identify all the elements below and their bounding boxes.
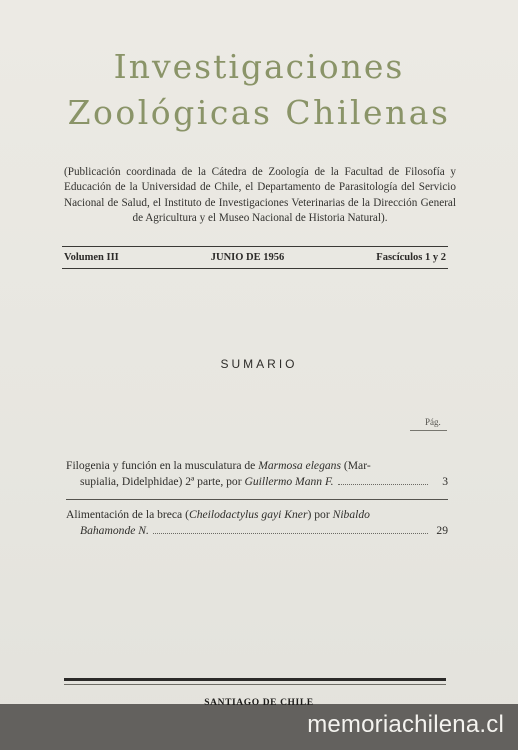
entry-page-number: 3: [442, 475, 448, 488]
entry-line-1: Alimentación de la breca (Cheilodactylus gayi Kner) por Nibaldo: [66, 508, 370, 521]
contents-entry: [66, 507, 448, 539]
publication-description: (Publicación coordinada de la Cátedra de Zoología de la Facultad de Filosofía y Educación de la Universidad de Chile, el Departamento de Parasitología del Servicio Nacional de Salud, el Instituto de Investigaciones Veterinarias de la Dirección General de Agricultura y el Museo Nacional de Historia Natural).: [64, 166, 456, 225]
footer-rule: [64, 678, 446, 681]
publication-city: SANTIAGO DE CHILE: [204, 698, 314, 708]
page-column-label: Pág.: [425, 417, 441, 427]
contents-entry: [66, 458, 448, 490]
volume-label: Volumen III: [64, 252, 119, 263]
bottom-rule: [62, 268, 448, 269]
dot-leader: [153, 533, 428, 534]
entry-line-2: Bahamonde N. 29: [80, 524, 448, 537]
site-watermark: memoriachilena.cl: [307, 711, 504, 738]
dot-leader: [338, 484, 429, 485]
entry-page-number: 29: [436, 524, 448, 537]
issue-date: JUNIO DE 1956: [210, 252, 285, 263]
journal-title-line-2: Zoológicas Chilenas: [67, 93, 451, 132]
top-rule: [62, 246, 448, 247]
journal-title-line-1: Investigaciones: [113, 47, 405, 86]
issue-info: [64, 252, 446, 263]
page-column-underline: [410, 430, 447, 431]
contents-heading: SUMARIO: [220, 357, 298, 371]
entry-line-2: supialia, Didelphidae) 2ª parte, por Guillermo Mann F. 3: [80, 475, 448, 488]
entry-line-1: Filogenia y función en la musculatura de Marmosa elegans (Mar-: [66, 459, 371, 472]
entry-separator: [66, 499, 448, 500]
footer-rule-thin: [64, 684, 446, 685]
fascicles-label: Fascículos 1 y 2: [376, 252, 446, 263]
